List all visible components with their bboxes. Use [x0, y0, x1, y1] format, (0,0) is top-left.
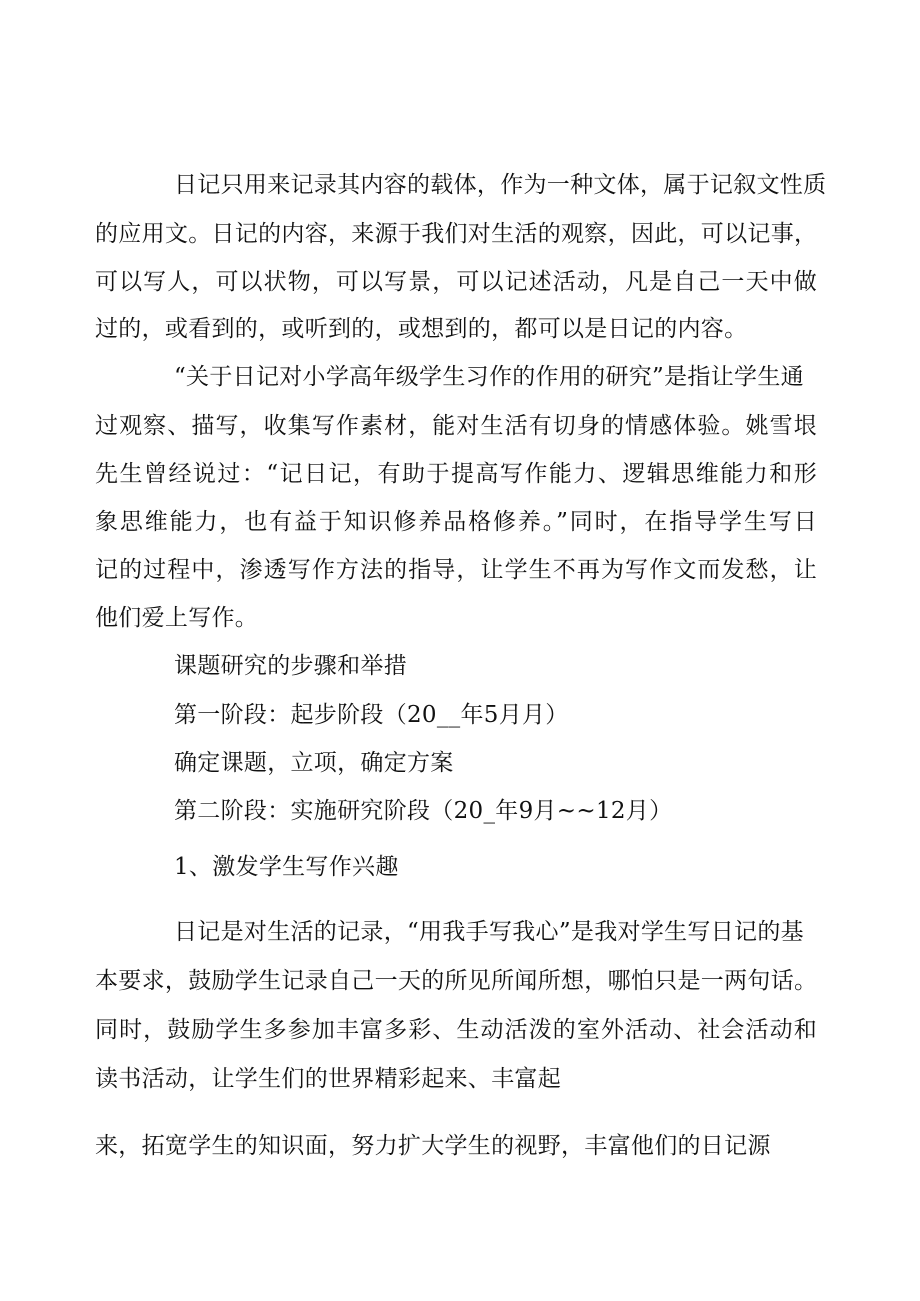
- paragraph-3-line-4: 读书活动，让学生们的世界精彩起来、丰富起: [95, 1066, 561, 1092]
- paragraph-1-line-1: 日记只用来记录其内容的载体，作为一种文体，属于记叙文性质: [174, 172, 827, 198]
- paragraph-2-line-2: 过观察、描写，收集写作素材，能对生活有切身的情感体验。姚雪垠: [95, 413, 817, 439]
- paragraph-2-line-1: “关于日记对小学高年级学生习作的作用的研究”是指让学生通: [174, 364, 804, 390]
- item-1-title: 1、激发学生写作兴趣: [174, 854, 399, 880]
- paragraph-1-line-3: 可以写人，可以状物，可以写景，可以记述活动，凡是自己一天中做: [95, 269, 817, 295]
- paragraph-2-line-4: 象思维能力，也有益于知识修养品格修养。”同时，在指导学生写日: [95, 509, 817, 535]
- paragraph-3-line-1: 日记是对生活的记录，“用我手写我心”是我对学生写日记的基: [174, 919, 804, 945]
- paragraph-2-line-6: 他们爱上写作。: [95, 605, 259, 631]
- paragraph-3-line-2: 本要求，鼓励学生记录自己一天的所见所闻所想，哪怕只是一两句话。: [95, 968, 818, 994]
- stage-2-title: 第二阶段：实施研究阶段（20_年9月~~12月）: [174, 798, 673, 824]
- section-heading: 课题研究的步骤和举措: [174, 653, 407, 679]
- paragraph-1-line-4: 过的，或看到的，或听到的，或想到的，都可以是日记的内容。: [95, 316, 748, 342]
- paragraph-2-line-3: 先生曾经说过：“记日记，有助于提高写作能力、逻辑思维能力和形: [95, 461, 817, 487]
- paragraph-2-line-5: 记的过程中，渗透写作方法的指导，让学生不再为写作文而发愁，让: [95, 557, 817, 583]
- paragraph-4-line-1: 来，拓宽学生的知识面，努力扩大学生的视野，丰富他们的日记源: [95, 1133, 771, 1159]
- paragraph-1-line-2: 的应用文。日记的内容，来源于我们对生活的观察，因此，可以记事，: [95, 221, 818, 247]
- stage-1-tasks: 确定课题，立项，确定方案: [174, 750, 454, 776]
- stage-1-title: 第一阶段：起步阶段（20__年5月月）: [174, 702, 569, 728]
- paragraph-3-line-3: 同时，鼓励学生多参加丰富多彩、生动活泼的室外活动、社会活动和: [95, 1017, 817, 1043]
